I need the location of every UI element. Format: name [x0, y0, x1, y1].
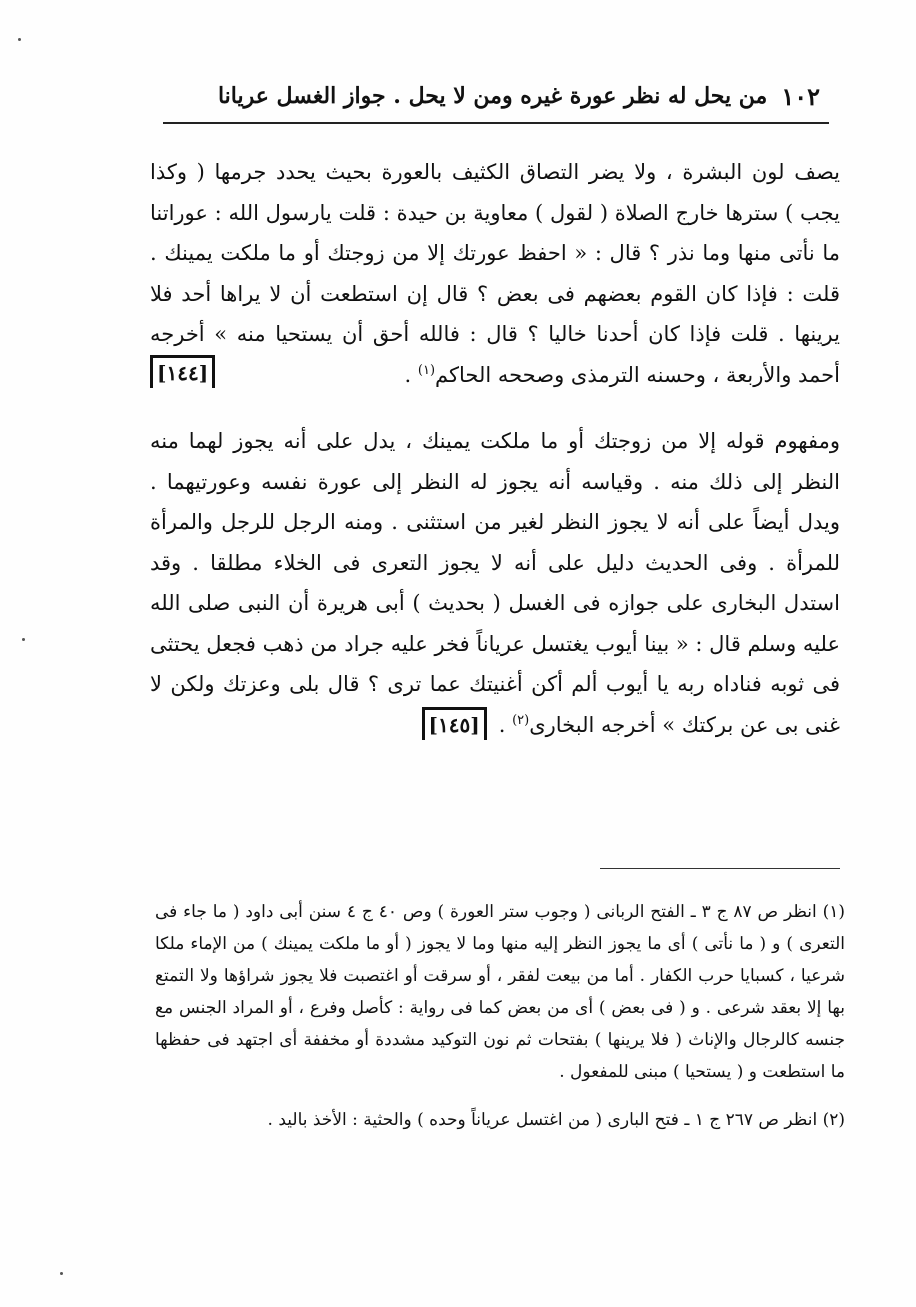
hadith-number-145: [١٤٥]	[422, 707, 487, 740]
footnote-1: (١) انظر ص ٨٧ ج ٣ ـ الفتح الربانى ( وجوب ستر العورة ) وص ٤٠ ج ٤ سنن أبى داود ( ما جاء فى التعرى ) و ( ما نأتى ) أى ما يجوز النظر إليه منها وما لا يجوز ( أو ما ملكت يمينك ) من الإماء ملكا شرعيا ، كسبايا حرب الكفار . أما من بيعت لفقر ، أو سرقت أو اغتصبت فلا يجوز شراؤها ولا التمتع بها إلا بعقد شرعى . و ( فى بعض ) أى من بعض كما فى رواية : كأصل وفرع ، أو المراد الجنس مع جنسه كالرجال والإناث ( فلا يرينها ) بفتحات ثم نون التوكيد مشددة أو مخففة أى اجتهد فى حفظها ما استطعت و ( يستحيا ) مبنى للمفعول .	[155, 902, 846, 1082]
page-number: ١٠٢	[781, 81, 820, 111]
main-text	[150, 152, 840, 745]
paragraph-2	[150, 421, 840, 745]
scan-speck	[22, 638, 25, 641]
paragraph-1	[150, 152, 840, 395]
scan-speck	[60, 1272, 63, 1275]
footnotes	[155, 896, 845, 1136]
paragraph-2-text: ومفهوم قوله إلا من زوجتك أو ما ملكت يمينك ، يدل على أنه يجوز لهما منه النظر إلى ذلك منه . وقياسه أنه يجوز له النظر إلى عورة نفسه وعورتيهما . ويدل أيضاً على أنه لا يجوز النظر لغير من استثنى . ومنه الرجل للرجل والمرأة للمرأة . وفى الحديث دليل على أنه لا يجوز التعرى فى الخلاء مطلقا . وقد استدل البخارى على جوازه فى الغسل ( بحديث ) أبى هريرة أن النبى صلى الله عليه وسلم قال : « بينا أيوب يغتسل عرياناً فخر عليه جراد من ذهب فجعل يحتثى فى ثوبه فناداه ربه يا أيوب ألم أكن أغنيتك عما ترى ؟ قال بلى وعزتك ولكن لا غنى بى عن بركتك » أخرجه البخارى	[150, 429, 840, 737]
hadith-number-144: [١٤٤]	[150, 355, 215, 388]
running-header	[217, 74, 820, 118]
paragraph-2-end: .	[498, 712, 513, 737]
footnote-ref-1: (١)	[417, 362, 436, 378]
scan-speck	[18, 38, 21, 41]
paragraph-1-end: .	[404, 362, 418, 387]
footnote-rule	[600, 868, 840, 869]
chapter-title: من يحل له نظر عورة غيره ومن لا يحل . جواز الغسل عريانا	[217, 83, 768, 109]
paragraph-1-text: يصف لون البشرة ، ولا يضر التصاق الكثيف بالعورة بحيث يحدد جرمها ( وكذا يجب ) سترها خارج الصلاة ( لقول ) معاوية بن حيدة : قلت يارسول الله : عوراتنا ما نأتى منها وما نذر ؟ قال : « احفظ عورتك إلا من زوجتك أو ما ملكت يمينك . قلت : فإذا كان القوم بعضهم فى بعض ؟ قال إن استطعت أن لا يراها أحد فلا يرينها . قلت فإذا كان أحدنا خاليا ؟ قال : فالله أحق أن يستحيا منه » أخرجه أحمد والأربعة ، وحسنه الترمذى وصححه الحاكم	[150, 160, 840, 387]
header-rule	[163, 122, 829, 124]
footnote-ref-2: (٢)	[512, 712, 530, 728]
footnote-2: (٢) انظر ص ٢٦٧ ج ١ ـ فتح البارى ( من اغتسل عرياناً وحده ) والحثية : الأخذ باليد .	[267, 1110, 845, 1130]
